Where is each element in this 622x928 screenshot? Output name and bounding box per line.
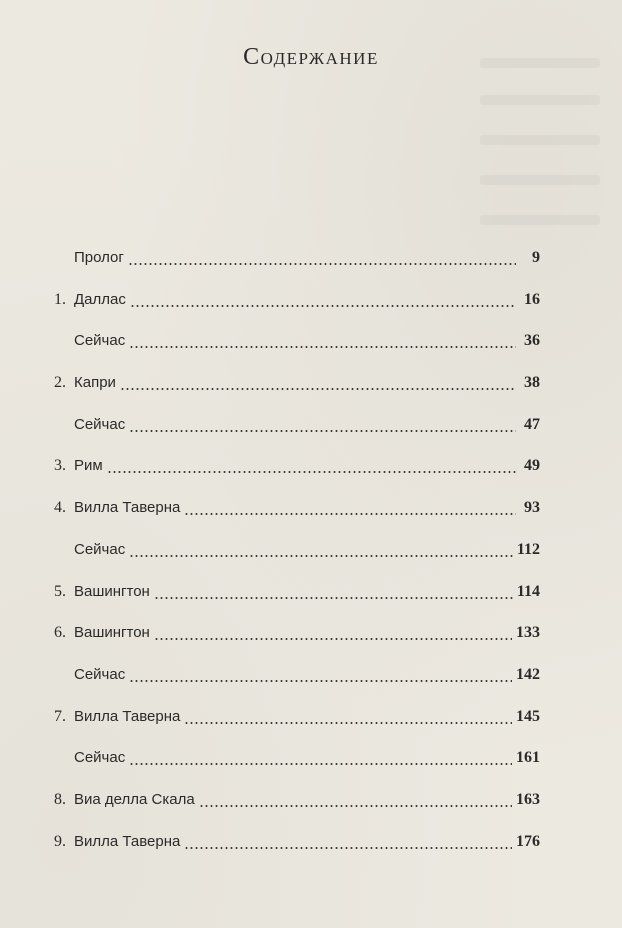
chapter-title: Виа делла Скала (74, 790, 195, 808)
chapter-title: Сейчас (74, 540, 126, 558)
chapter-number: 9. (54, 832, 66, 850)
dot-leader (184, 497, 516, 519)
dot-leader (129, 330, 516, 352)
toc-entry[interactable] (40, 789, 540, 831)
chapter-number: 1. (54, 290, 66, 308)
chapter-number: 8. (54, 790, 66, 808)
dot-leader (154, 581, 513, 603)
page-number: 142 (516, 665, 540, 683)
toc-entry[interactable] (40, 539, 540, 581)
dot-leader (129, 664, 512, 686)
chapter-title: Вилла Таверна (74, 499, 181, 517)
dot-leader (120, 372, 516, 394)
chapter-title: Рим (74, 457, 103, 475)
toc-entry[interactable] (40, 372, 540, 414)
page-number: 145 (516, 707, 540, 725)
toc-entry[interactable] (40, 581, 540, 623)
toc-entry[interactable] (40, 622, 540, 664)
dot-leader (184, 706, 512, 728)
dot-leader (129, 747, 512, 769)
page-number: 112 (516, 540, 540, 558)
bleed-through-line (480, 135, 600, 145)
toc-entry[interactable] (40, 831, 540, 873)
toc-entry[interactable] (40, 414, 540, 456)
chapter-title: Пролог (74, 249, 124, 266)
chapter-number: 3. (54, 457, 66, 475)
chapter-number: 5. (54, 582, 66, 600)
page-number: 36 (524, 332, 540, 350)
dot-leader (129, 539, 513, 561)
chapter-title: Сейчас (74, 749, 126, 767)
toc-entry[interactable] (40, 330, 540, 372)
dot-leader (129, 414, 516, 436)
toc-entry[interactable] (40, 664, 540, 706)
page-number: 38 (524, 374, 540, 392)
page-number: 9 (532, 249, 540, 266)
dot-leader (184, 831, 512, 853)
chapter-number: 7. (54, 707, 66, 725)
toc-entry[interactable] (40, 455, 540, 497)
toc-entry[interactable] (40, 497, 540, 539)
page-number: 47 (524, 415, 540, 433)
chapter-title: Вашингтон (74, 624, 150, 642)
toc-entry[interactable] (40, 289, 540, 331)
chapter-title: Сейчас (74, 415, 126, 433)
dot-leader (107, 455, 516, 477)
toc-entry[interactable] (40, 247, 540, 289)
dot-leader (130, 289, 516, 311)
page-number: 163 (516, 790, 540, 808)
page-number: 93 (524, 499, 540, 517)
toc-entry[interactable] (40, 747, 540, 789)
chapter-number: 2. (54, 374, 66, 392)
page-number: 49 (524, 457, 540, 475)
dot-leader (154, 622, 512, 644)
chapter-number: 4. (54, 499, 66, 517)
page-number: 161 (516, 749, 540, 767)
page-number: 133 (516, 624, 540, 642)
page-number: 16 (524, 290, 540, 308)
toc-entry[interactable] (40, 706, 540, 748)
bleed-through-line (480, 215, 600, 225)
page-number: 176 (516, 832, 540, 850)
chapter-title: Капри (74, 374, 116, 392)
chapter-title: Вашингтон (74, 582, 150, 600)
chapter-title: Вилла Таверна (74, 832, 181, 850)
page-title: Содержание (243, 44, 379, 70)
chapter-number: 6. (54, 624, 66, 642)
bleed-through-line (480, 95, 600, 105)
dot-leader (199, 789, 512, 811)
chapter-title: Сейчас (74, 665, 126, 683)
chapter-title: Даллас (74, 290, 126, 308)
table-of-contents (40, 247, 540, 872)
bleed-through-line (480, 175, 600, 185)
dot-leader (128, 247, 516, 269)
page-number: 114 (516, 582, 540, 600)
chapter-title: Вилла Таверна (74, 707, 181, 725)
chapter-title: Сейчас (74, 332, 126, 350)
